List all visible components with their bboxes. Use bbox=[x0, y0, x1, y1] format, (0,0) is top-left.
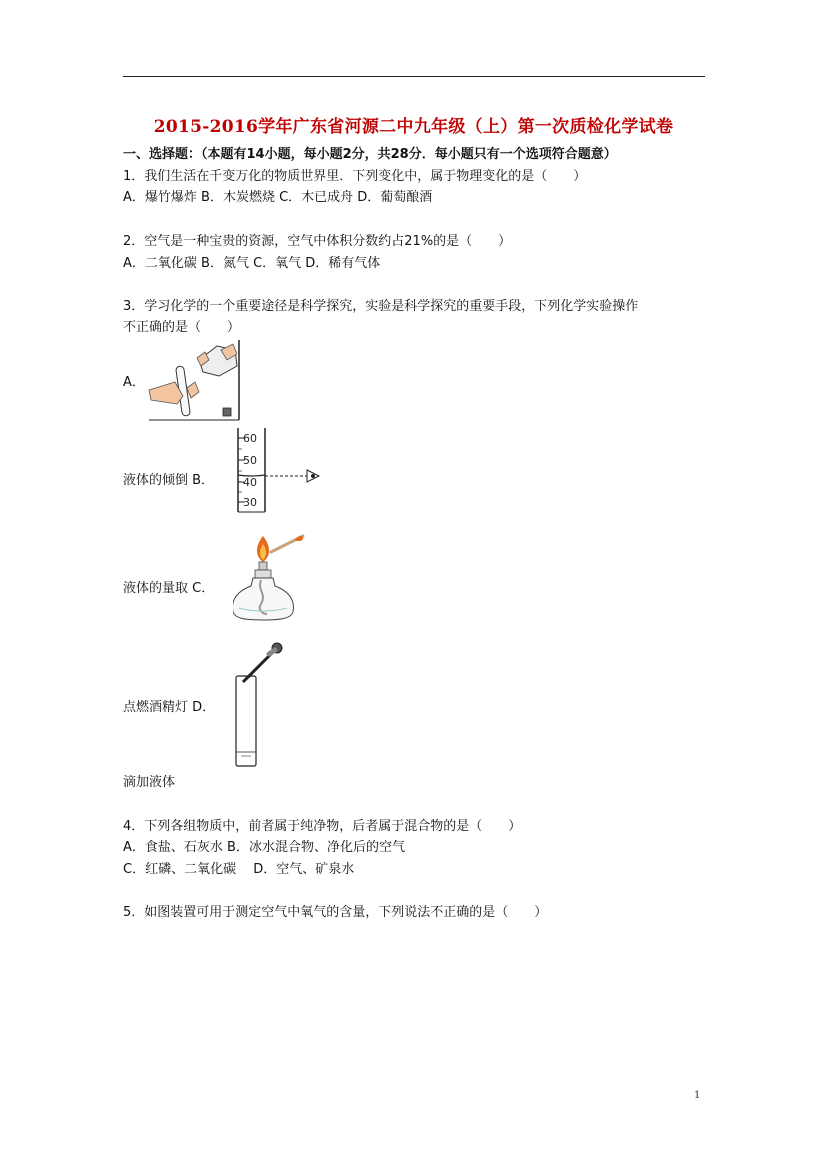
option-d-caption: 滴加液体 bbox=[123, 775, 176, 790]
section-heading: 一、选择题：（本题有14小题，每小题2分，共28分．每小题只有一个选项符合题意） bbox=[123, 147, 617, 162]
graduated-cylinder-figure bbox=[235, 426, 321, 514]
question-4-stem: 4．下列各组物质中，前者属于纯净物，后者属于混合物的是（ ） bbox=[123, 819, 522, 834]
question-2-options: A．二氧化碳 B．氮气 C．氧气 D．稀有气体 bbox=[123, 256, 381, 271]
question-3-stem-line2: 不正确的是（ ） bbox=[123, 320, 241, 335]
tick-label-40: 40 bbox=[243, 476, 257, 489]
alcohol-lamp-figure bbox=[233, 532, 305, 624]
question-4-options-cd: C．红磷、二氧化碳 D．空气、矿泉水 bbox=[123, 862, 355, 877]
tick-label-50: 50 bbox=[243, 454, 257, 467]
question-3-stem-line1: 3．学习化学的一个重要途径是科学探究，实验是科学探究的重要手段，下列化学实验操作 bbox=[123, 299, 639, 314]
question-1-stem: 1．我们生活在千变万化的物质世界里．下列变化中，属于物理变化的是（ ） bbox=[123, 169, 587, 184]
tick-label-60: 60 bbox=[243, 432, 257, 445]
option-a-label: A． bbox=[123, 375, 145, 390]
option-b-label: 液体的倾倒 B． bbox=[123, 473, 215, 488]
option-d-label: 点燃酒精灯 D． bbox=[123, 700, 216, 715]
option-c-label: 液体的量取 C． bbox=[123, 581, 215, 596]
page-title: 2015-2016学年广东省河源二中九年级（上）第一次质检化学试卷 bbox=[153, 117, 674, 137]
question-5-stem: 5．如图装置可用于测定空气中氧气的含量，下列说法不正确的是（ ） bbox=[123, 905, 548, 920]
dropper-figure bbox=[233, 640, 285, 768]
question-1-options: A．爆竹爆炸 B．木炭燃烧 C．木已成舟 D．葡萄酿酒 bbox=[123, 190, 433, 205]
page-number: 1 bbox=[694, 1090, 701, 1101]
tick-label-30: 30 bbox=[243, 496, 257, 509]
question-2-stem: 2．空气是一种宝贵的资源，空气中体积分数约占21%的是（ ） bbox=[123, 234, 512, 249]
pouring-liquid-figure bbox=[147, 338, 241, 422]
header-rule bbox=[123, 76, 705, 77]
question-4-options-ab: A．食盐、石灰水 B．冰水混合物、净化后的空气 bbox=[123, 840, 405, 855]
